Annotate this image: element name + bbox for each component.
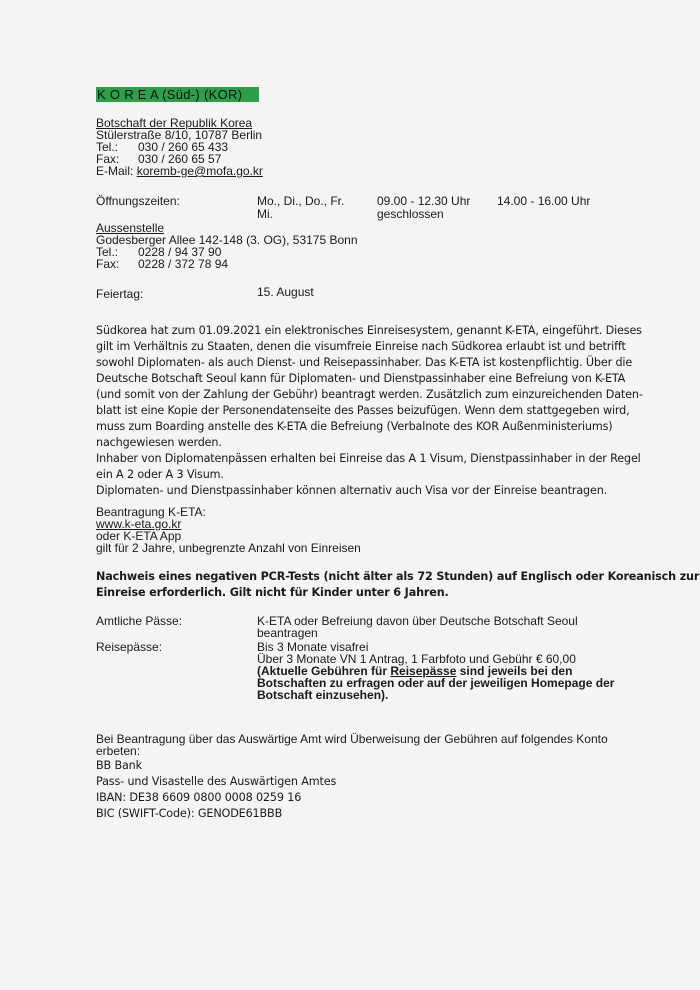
keta-app-alt: oder K-ETA App xyxy=(96,529,182,543)
fee-note-pre: (Aktuelle Gebühren für xyxy=(257,664,391,678)
branch-fax-label: Fax: xyxy=(96,257,120,271)
embassy-address: Stülerstraße 8/10, 10787 Berlin xyxy=(96,128,263,142)
payment-bank: BB Bank xyxy=(96,759,142,772)
keta-line: ein A 2 oder A 3 Visum. xyxy=(96,468,224,481)
branch-block xyxy=(96,222,358,270)
branch-title: Aussenstelle xyxy=(96,221,165,235)
branch-tel-label: Tel.: xyxy=(96,245,119,259)
payment-recipient: Pass- und Visastelle des Auswärtigen Amtes xyxy=(96,775,337,788)
branch-fax: 0228 / 372 78 94 xyxy=(138,257,229,271)
fee-note-line2: Botschaften zu erfragen oder auf der jeweiligen Homepage der xyxy=(257,676,615,690)
embassy-block xyxy=(96,117,263,177)
payment-intro-line: Bei Beantragung über das Auswärtige Amt wird Überweisung der Gebühren auf folgendes Konto xyxy=(96,732,608,746)
hours-closed: geschlossen xyxy=(377,207,444,221)
embassy-email-label: E-Mail: xyxy=(96,164,134,178)
holiday-value: 15. August xyxy=(257,285,314,299)
embassy-fax-label: Fax: xyxy=(96,152,120,166)
branch-address: Godesberger Allee 142-148 (3. OG), 53175 Bonn xyxy=(96,233,358,247)
fee-note-line3: Botschaft einzusehen). xyxy=(257,688,389,702)
payment-details xyxy=(96,758,336,822)
embassy-email-row xyxy=(96,165,263,177)
holiday-label: Feiertag: xyxy=(96,287,144,301)
fee-note-post: sind jeweils bei den xyxy=(456,664,573,678)
pcr-notice xyxy=(96,569,699,601)
pcr-line: Einreise erforderlich. Gilt nicht für Kinder unter 6 Jahren. xyxy=(96,586,449,599)
pcr-line: Nachweis eines negativen PCR-Tests (nicht älter als 72 Stunden) auf Englisch oder Koreanisch zur xyxy=(96,570,700,583)
embassy-fax: 030 / 260 65 57 xyxy=(138,152,222,166)
payment-bic: BIC (SWIFT-Code): GENODE61BBB xyxy=(96,807,283,820)
keta-line: Deutsche Botschaft Seoul kann für Diplomaten- und Dienstpassinhaber eine Befreiung von K-ETA xyxy=(96,372,626,385)
official-line: beantragen xyxy=(257,626,318,640)
official-line: K-ETA oder Befreiung davon über Deutsche Botschaft Seoul xyxy=(257,614,578,628)
embassy-email-link[interactable]: koremb-ge@mofa.go.kr xyxy=(136,164,263,178)
hours-days-line1: Mo., Di., Do., Fr. xyxy=(257,194,345,208)
payment-intro xyxy=(96,733,608,757)
keta-line: Inhaber von Diplomatenpässen erhalten bei Einreise das A 1 Visum, Dienstpassinhaber in der Regel xyxy=(96,452,641,465)
hours-days-line2: Mi. xyxy=(257,207,273,221)
embassy-tel: 030 / 260 65 433 xyxy=(138,140,229,154)
payment-iban: IBAN: DE38 6609 0800 0008 0259 16 xyxy=(96,791,302,804)
branch-fax-row xyxy=(96,258,358,270)
embassy-name: Botschaft der Republik Korea xyxy=(96,116,253,130)
hours-morning: 09.00 - 12.30 Uhr xyxy=(377,194,471,208)
keta-line: gilt im Verhältnis zu Staaten, denen die visumfreie Einreise nach Südkorea erlaubt ist und betrifft xyxy=(96,340,626,353)
keta-application-block xyxy=(96,506,361,554)
official-passports-text xyxy=(257,615,578,639)
payment-intro-line: erbeten: xyxy=(96,744,141,758)
branch-tel: 0228 / 94 37 90 xyxy=(138,245,222,259)
travel-passports-label: Reisepässe: xyxy=(96,640,163,654)
keta-line: nachgewiesen werden. xyxy=(96,436,222,449)
travel-passports-text xyxy=(257,641,614,701)
keta-line: Diplomaten- und Dienstpassinhaber können alternativ auch Visa vor der Einreise beantragen. xyxy=(96,484,608,497)
keta-link[interactable]: www.k-eta.go.kr xyxy=(96,517,182,531)
hours-label: Öffnungszeiten: xyxy=(96,194,180,208)
fee-note-link[interactable]: Reisepässe xyxy=(390,664,457,678)
official-passports-label: Amtliche Pässe: xyxy=(96,614,183,628)
embassy-tel-label: Tel.: xyxy=(96,140,119,154)
keta-line: blatt ist eine Kopie der Personendatenseite des Passes beizufügen. Wenn dem stattgegeben wird, xyxy=(96,404,630,417)
country-title: K O R E A (Süd-) (KOR) xyxy=(96,87,259,102)
travel-line: Bis 3 Monate visafrei xyxy=(257,640,369,654)
keta-validity: gilt für 2 Jahre, unbegrenzte Anzahl von Einreisen xyxy=(96,541,361,555)
travel-line: Über 3 Monate VN 1 Antrag, 1 Farbfoto und Gebühr € 60,00 xyxy=(257,652,576,666)
keta-line: (und somit von der Zahlung der Gebühr) beantragt werden. Zusätzlich zum einzureichenden Daten- xyxy=(96,388,643,401)
keta-paragraph xyxy=(96,323,643,499)
keta-line: muss zum Boarding anstelle des K-ETA die Befreiung (Verbalnote des KOR Außenministeriums) xyxy=(96,420,613,433)
keta-line: Südkorea hat zum 01.09.2021 ein elektronisches Einreisesystem, genannt K-ETA, eingeführt. Dieses xyxy=(96,324,642,337)
keta-application-title: Beantragung K-ETA: xyxy=(96,505,206,519)
keta-line: sowohl Diplomaten- als auch Dienst- und Reisepassinhaber. Das K-ETA ist kostenpflichtig. Über die xyxy=(96,356,633,369)
hours-afternoon: 14.00 - 16.00 Uhr xyxy=(497,194,591,208)
